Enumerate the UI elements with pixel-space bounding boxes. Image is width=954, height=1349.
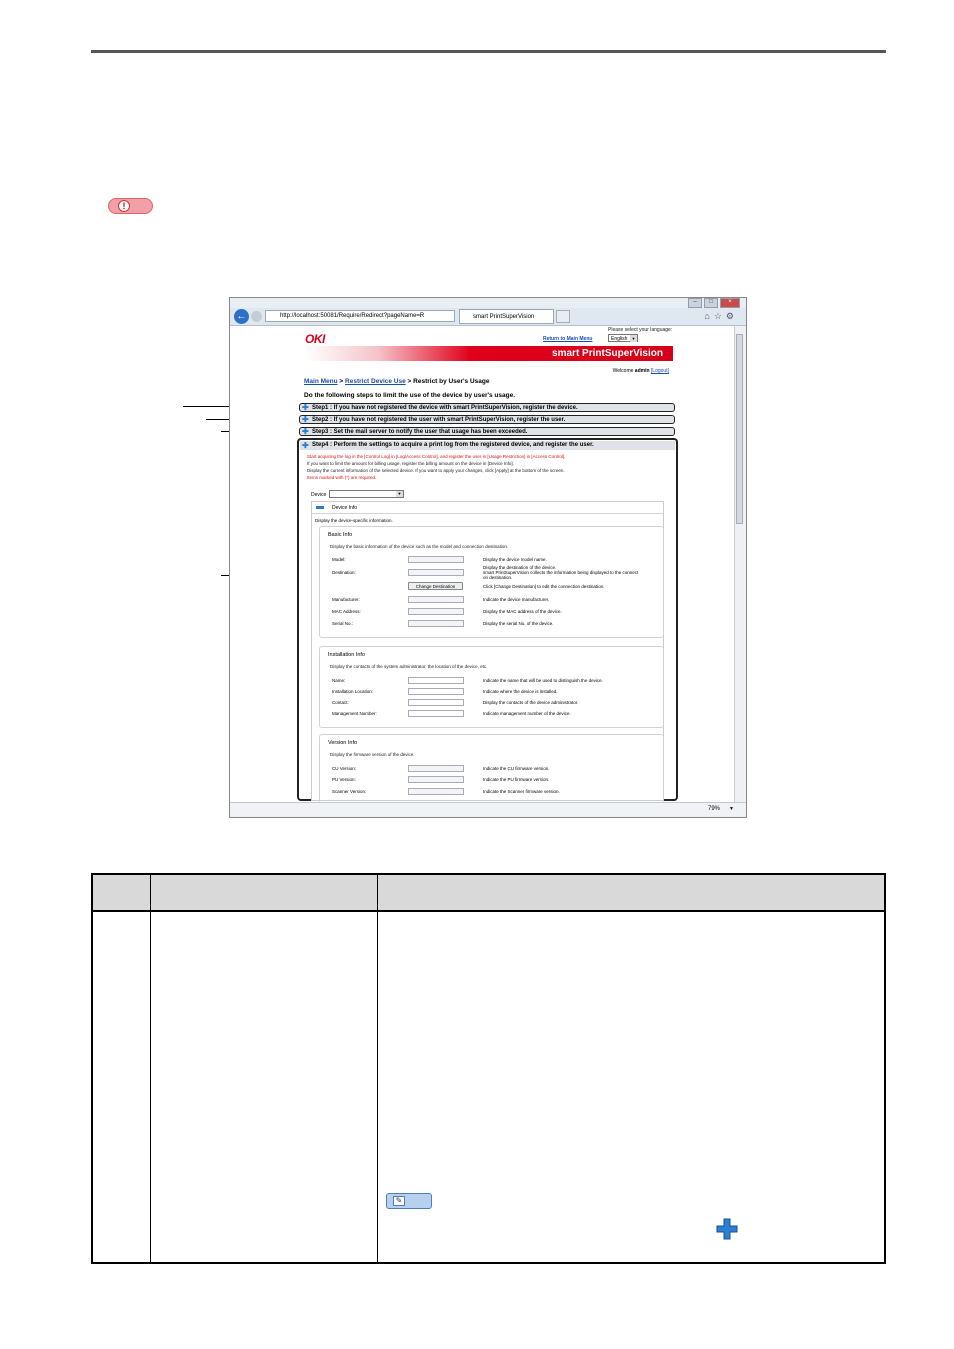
contact-desc: Display the contacts of the device administrator. <box>483 700 579 705</box>
browser-screenshot <box>229 297 747 818</box>
mac-field <box>408 608 464 615</box>
step-1[interactable]: ✚ Step1 : If you have not registered the device with smart PrintSuperVision, register the device. <box>299 403 675 412</box>
installation-info-desc: Display the contacts of the system administrator, the location of the device, etc. <box>330 664 488 669</box>
location-label: Installation Location: <box>332 689 374 694</box>
pu-version-desc: Indicate the PU firmware version. <box>483 777 550 782</box>
status-bar <box>230 802 746 818</box>
breadcrumb-separator: > <box>407 378 412 385</box>
management-number-input[interactable] <box>408 710 464 717</box>
breadcrumb-restrict-device[interactable]: Restrict Device Use <box>345 378 406 385</box>
name-input[interactable] <box>408 677 464 684</box>
step-3[interactable]: ✚ Step3 : Set the mail server to notify the user that usage has been exceeded. <box>299 427 675 436</box>
logout-link[interactable]: [Logout] <box>650 368 669 374</box>
memo-icon: ✎ <box>386 1193 432 1209</box>
name-desc: Indicate the name that will be used to distinguish the device. <box>483 678 603 683</box>
step-2[interactable]: ✚ Step2 : If you have not registered the user with smart PrintSuperVision, register the user. <box>299 415 675 424</box>
back-arrow-icon[interactable]: ← <box>234 309 249 324</box>
welcome-prefix: Welcome <box>612 368 634 374</box>
minimize-icon[interactable]: – <box>688 298 702 308</box>
device-label: Device <box>311 492 327 498</box>
return-main-link[interactable]: Return to Main Menu <box>543 336 593 342</box>
contact-input[interactable] <box>408 699 464 706</box>
scanner-version-desc: Indicate the Scanner firmware version. <box>483 789 560 794</box>
manufacturer-label: Manufacturer: <box>332 597 360 602</box>
description-table <box>91 873 886 1264</box>
change-destination-button[interactable]: Change Destination <box>408 582 463 590</box>
caution-icon: ! <box>108 198 153 214</box>
manufacturer-desc: Indicate the device manufacturer. <box>483 597 550 602</box>
destination-desc-4: Click [Change Destination] to edit the connection destination. <box>483 584 605 589</box>
new-tab-button[interactable] <box>556 310 570 323</box>
name-label: Name: <box>332 678 346 683</box>
model-desc: Display the device model name. <box>483 557 547 562</box>
plus-icon <box>716 1218 738 1240</box>
cu-version-desc: Indicate the CU firmware version. <box>483 766 550 771</box>
cu-version-field <box>408 765 464 772</box>
serial-desc: Display the serial No. of the device. <box>483 621 554 626</box>
cu-version-label: CU Version: <box>332 766 357 771</box>
language-label: Please select your language: <box>608 327 673 333</box>
installation-info-title: Installation Info <box>328 652 365 658</box>
step-4[interactable]: ✚ Step4 : Perform the settings to acquire a print log from the registered device, and register the user. <box>300 441 675 450</box>
toolbar-icons[interactable]: ⌂☆⚙ <box>704 311 738 321</box>
oki-logo: OKI <box>305 332 325 346</box>
contact-label: Contact: <box>332 700 349 705</box>
device-select[interactable] <box>329 490 404 498</box>
table-header-row <box>93 875 884 912</box>
close-icon[interactable]: × <box>720 298 740 308</box>
breadcrumb <box>304 378 489 385</box>
breadcrumb-main-menu[interactable]: Main Menu <box>304 378 338 385</box>
basic-info-desc: Display the basic information of the device such as the model and connection destination. <box>330 544 509 549</box>
column-divider <box>377 875 378 1262</box>
device-info-desc: Display the device-specific information. <box>315 518 393 523</box>
basic-info-title: Basic Info <box>328 532 353 538</box>
management-number-desc: Indicate management number of the device. <box>483 711 571 716</box>
manufacturer-field <box>408 596 464 603</box>
scrollbar-thumb[interactable] <box>736 334 743 524</box>
version-info-title: Version Info <box>328 740 358 746</box>
step4-display-note: Display the current information of the selected device. If you want to apply your changes, click [Apply] at the bottom of the screen. <box>307 468 565 473</box>
breadcrumb-separator: > <box>339 378 344 385</box>
version-info-desc: Display the firmware version of the device. <box>330 752 415 757</box>
destination-label: Destination: <box>332 570 356 575</box>
installation-info-group <box>319 646 664 728</box>
destination-desc-3: on destination. <box>483 575 513 580</box>
browser-tab[interactable]: smart PrintSuperVision <box>459 309 554 324</box>
title-bar <box>230 298 746 308</box>
welcome-text <box>613 368 669 374</box>
maximize-icon[interactable]: □ <box>704 298 718 308</box>
management-number-label: Management Number: <box>332 711 377 716</box>
location-desc: Indicate where the device is installed. <box>483 689 558 694</box>
forward-arrow-icon[interactable] <box>251 311 262 322</box>
top-rule <box>91 50 886 53</box>
intro-text: Do the following steps to limit the use of the device by user's usage. <box>304 392 516 399</box>
destination-field <box>408 569 464 576</box>
destination-desc-2: smart PrintSuperVision collects the information being displayed to the connect <box>483 570 639 575</box>
zoom-level[interactable]: 79% <box>707 806 720 812</box>
device-info-header[interactable]: Device Info <box>312 502 663 514</box>
browser-toolbar <box>230 308 746 326</box>
location-input[interactable] <box>408 688 464 695</box>
mac-label: MAC Address: <box>332 609 361 614</box>
basic-info-group <box>319 526 664 638</box>
step-4-section <box>297 438 678 801</box>
destination-desc-1: Display the destination of the device. <box>483 565 557 570</box>
product-banner <box>305 346 673 361</box>
device-info-panel <box>311 501 664 801</box>
mac-desc: Display the MAC address of the device. <box>483 609 562 614</box>
model-label: Model: <box>332 557 346 562</box>
model-field <box>408 556 464 563</box>
step4-required-note: Items marked with (*) are required. <box>307 475 377 480</box>
column-divider <box>150 875 151 1262</box>
zoom-dropdown-icon[interactable]: ▼ <box>729 806 734 812</box>
serial-label: Serial No.: <box>332 621 354 626</box>
breadcrumb-current: Restrict by User's Usage <box>413 378 490 385</box>
user-name: admin <box>634 368 650 374</box>
web-page <box>230 326 733 802</box>
step4-billing-note: If you want to limit the amount for billing usage, register the billing amount on the device in [Device Info]. <box>307 461 514 466</box>
serial-field <box>408 620 464 627</box>
window-controls <box>688 298 740 308</box>
version-info-group <box>319 734 664 804</box>
scanner-version-label: Scanner Version: <box>332 789 367 794</box>
language-select[interactable]: English ▼ <box>608 334 638 342</box>
pu-version-label: PU Version: <box>332 777 356 782</box>
step4-instruction: Start acquiring the log in the [Control Log] in [Log/Access Control], and register the user in [Usage Restriction] in [Access Control]. <box>307 454 566 459</box>
scanner-version-field <box>408 788 464 795</box>
address-bar[interactable]: http://localhost:50081/Require/Redirect?pageName=R <box>265 310 455 322</box>
product-name: smart PrintSuperVision <box>552 348 663 359</box>
pu-version-field <box>408 776 464 783</box>
